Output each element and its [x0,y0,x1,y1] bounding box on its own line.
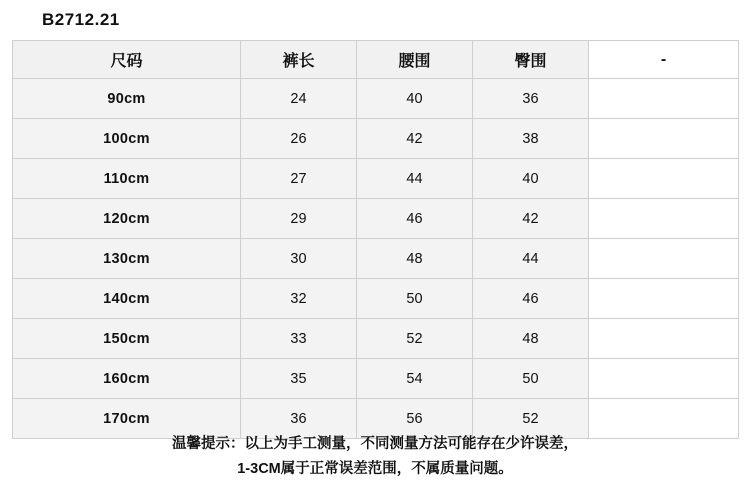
cell-size: 170cm [13,399,241,439]
table-row [13,359,739,399]
cell-hip: 46 [473,279,589,319]
header-cell-hip: 臀围 [473,41,589,79]
table-row [13,79,739,119]
cell-extra [589,319,739,359]
table-row [13,279,739,319]
cell-hip: 52 [473,399,589,439]
cell-extra [589,159,739,199]
header-cell-waist: 腰围 [357,41,473,79]
cell-length: 36 [241,399,357,439]
cell-hip: 48 [473,319,589,359]
cell-size: 110cm [13,159,241,199]
header-cell-extra: - [589,41,739,79]
cell-extra [589,359,739,399]
cell-waist: 52 [357,319,473,359]
cell-hip: 36 [473,79,589,119]
cell-extra [589,119,739,159]
cell-waist: 42 [357,119,473,159]
cell-size: 90cm [13,79,241,119]
cell-length: 32 [241,279,357,319]
header-cell-size: 尺码 [13,41,241,79]
cell-length: 27 [241,159,357,199]
cell-size: 160cm [13,359,241,399]
cell-waist: 50 [357,279,473,319]
cell-length: 33 [241,319,357,359]
cell-size: 100cm [13,119,241,159]
cell-waist: 56 [357,399,473,439]
cell-length: 26 [241,119,357,159]
table-row [13,159,739,199]
header-cell-length: 裤长 [241,41,357,79]
size-table [12,40,739,439]
table-row [13,239,739,279]
cell-size: 150cm [13,319,241,359]
measurement-note [0,432,750,482]
cell-size: 130cm [13,239,241,279]
cell-waist: 54 [357,359,473,399]
cell-hip: 50 [473,359,589,399]
cell-extra [589,199,739,239]
cell-length: 24 [241,79,357,119]
cell-size: 120cm [13,199,241,239]
table-row [13,119,739,159]
cell-waist: 46 [357,199,473,239]
note-line-2: 1-3CM属于正常误差范围，不属质量问题。 [237,461,513,477]
cell-hip: 42 [473,199,589,239]
cell-extra [589,279,739,319]
cell-waist: 44 [357,159,473,199]
size-table-container [12,40,738,439]
cell-length: 29 [241,199,357,239]
table-row [13,319,739,359]
table-header-row [13,41,739,79]
product-code: B2712.21 [42,10,120,29]
cell-hip: 38 [473,119,589,159]
cell-hip: 40 [473,159,589,199]
cell-size: 140cm [13,279,241,319]
cell-waist: 40 [357,79,473,119]
cell-length: 35 [241,359,357,399]
table-row [13,199,739,239]
cell-hip: 44 [473,239,589,279]
cell-extra [589,239,739,279]
note-line-1: 温馨提示：以上为手工测量，不同测量方法可能存在少许误差， [172,436,578,452]
cell-length: 30 [241,239,357,279]
cell-extra [589,79,739,119]
cell-waist: 48 [357,239,473,279]
